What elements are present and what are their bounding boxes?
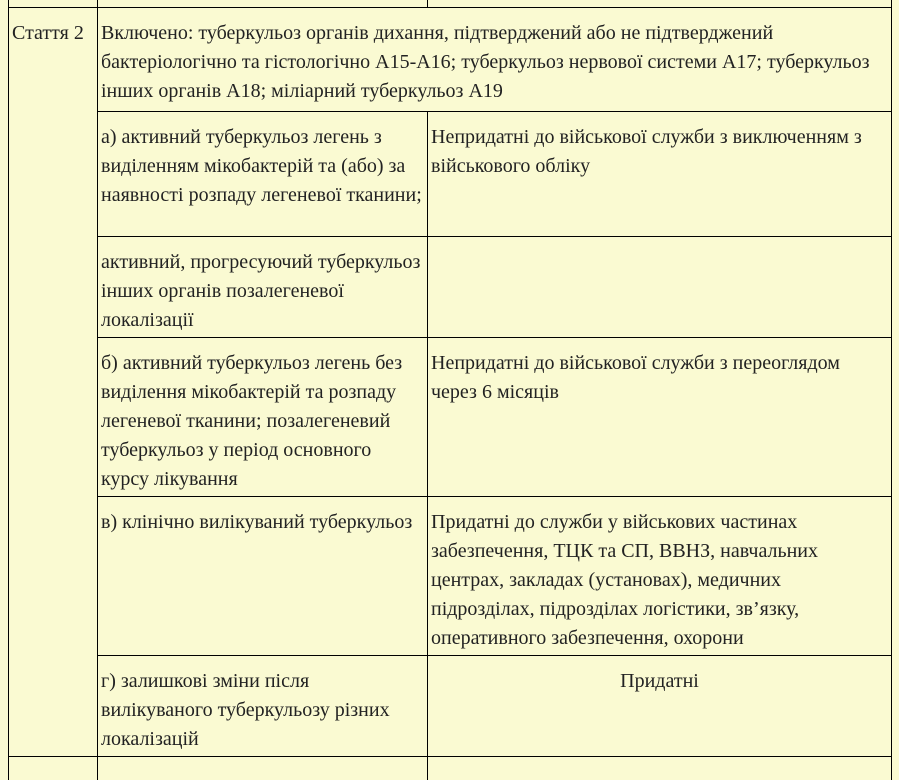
condition-cell: г) залишкові зміни після вилікуваного туберкульозу різних локалізацій [98,655,428,756]
partial-article-cell [9,756,98,780]
partial-condition-cell [98,756,428,780]
verdict-cell: Непридатні до військової служби з виключенням з військового обліку [428,111,892,236]
article-label: Стаття 2 [9,7,98,756]
condition-cell: активний, прогресуючий туберкульоз інших органів позалегеневої локалізації [98,236,428,337]
partial-condition-cell [98,0,428,7]
condition-cell: б) активний туберкульоз легень без виділення мікобактерій та розпаду легеневої тканини; позалегеневий туберкульоз у період основного курсу лікування [98,337,428,496]
table-row-g [9,655,892,756]
condition-cell: а) активний туберкульоз легень з виділенням мікобактерій та (або) за наявності розпаду легеневої тканини; [98,111,428,236]
verdict-cell [428,236,892,337]
partial-verdict-cell [428,756,892,780]
table-row-extrapulmonary [9,236,892,337]
table-row-partial-top [9,0,892,7]
verdict-cell: Придатні [428,655,892,756]
verdict-cell: Придатні до служби у військових частинах забезпечення, ТЦК та СП, ВВНЗ, навчальних центрах, закладах (установах), медичних підрозділах, підрозділах логістики, зв’язку, оперативного забезпечення, охорони [428,496,892,655]
table-row-b [9,337,892,496]
table-row-header [9,7,892,111]
included-diagnoses-header: Включено: туберкульоз органів дихання, підтверджений або не підтверджений бактеріологічно та гістологічно А15-А16; туберкульоз нервової системи А17; туберкульоз інших органів А18; міліарний туберкульоз А19 [98,7,892,111]
verdict-cell: Непридатні до військової служби з переоглядом через 6 місяців [428,337,892,496]
partial-verdict-cell [428,0,892,7]
table-row-a [9,111,892,236]
military-fitness-table [8,0,892,780]
partial-article-cell [9,0,98,7]
table-row-partial-bottom [9,756,892,780]
table-row-v [9,496,892,655]
condition-cell: в) клінічно вилікуваний туберкульоз [98,496,428,655]
